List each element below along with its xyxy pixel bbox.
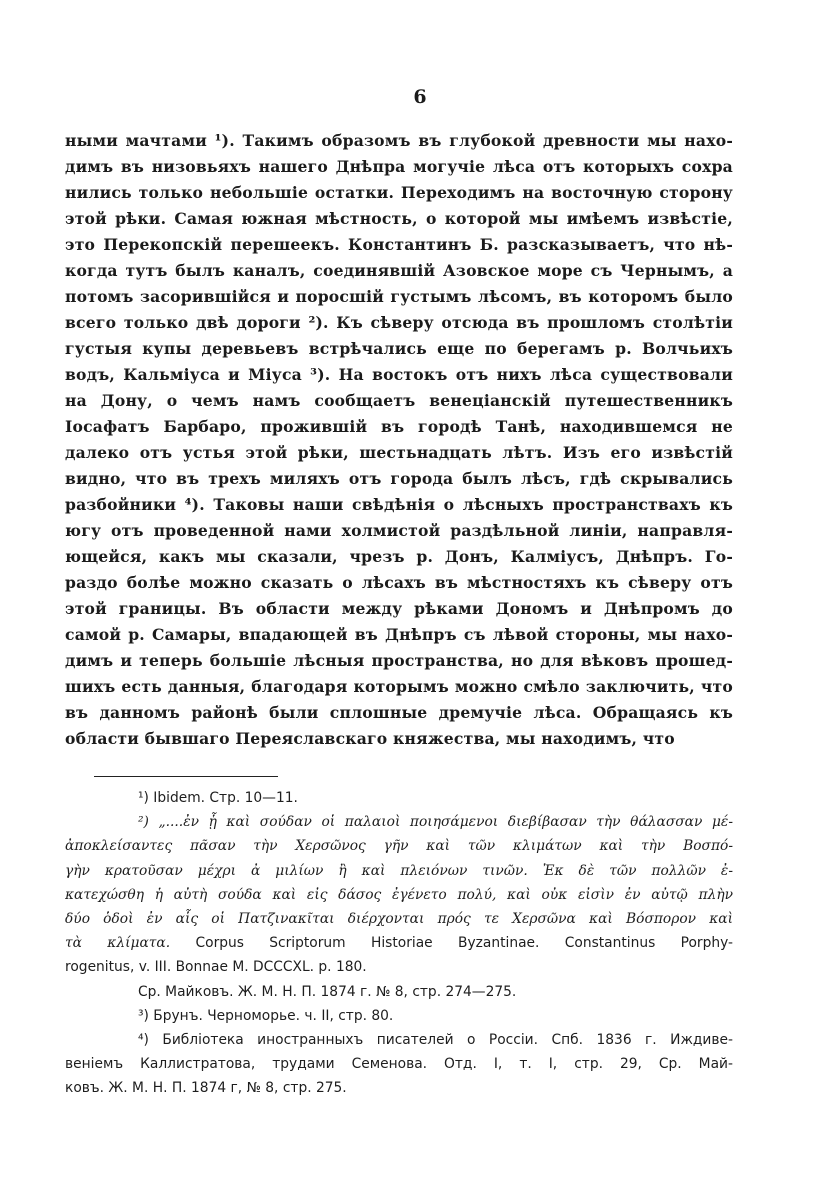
footnote-4-line: веніемъ Каллистратова, трудами Семенова. Отд. I, т. I, стр. 29, Ср. Май-	[65, 1056, 733, 1073]
footnote-3: ³) Брунъ. Черноморье. ч. II, стр. 80.	[138, 1007, 394, 1024]
footnote-2-greek-line: δύο ὁδοὶ ἐν αἷς οἱ Πατζινακῖται διέρχονται πρός τε Χερσῶνα καὶ Βόσπορον καὶ	[65, 911, 733, 928]
text-line: Іосафатъ Барбаро, прожившій въ городѣ Танѣ, находившемся не	[65, 417, 733, 436]
text-line: этой рѣки. Самая южная мѣстность, о которой мы имѣемъ извѣстіе,	[65, 209, 733, 228]
page-number: 6	[413, 86, 427, 108]
footnote-2-greek-line: κατεχώσθη ἡ αὐτὴ σούδα καὶ εἰς δάσος ἐγένετο πολύ, καὶ οὐκ εἰσὶν ἐν αὐτῷ πλὴν	[65, 886, 733, 903]
text-line: шихъ есть данныя, благодаря которымъ можно смѣло заключить, что	[65, 677, 733, 696]
text-line: югу отъ проведенной нами холмистой раздѣльной линіи, направля-	[65, 521, 733, 540]
footnote-2-greek-line: ²) „....ἐν ᾗ καὶ σούδαν οἱ παλαιοὶ ποιησάμενοι διεβίβασαν τὴν θάλασσαν μέ-	[138, 814, 733, 831]
footnote-2-edition: rogenitus, v. III. Bonnae M. DCCCXL. p. 180.	[65, 959, 367, 976]
text-line: далеко отъ устья этой рѣки, шестьнадцать лѣтъ. Изъ его извѣстій	[65, 443, 733, 462]
footnotes	[65, 786, 733, 1101]
footnote-4-line: ⁴) Библіотека иностранныхъ писателей о Россіи. Спб. 1836 г. Иждиве-	[138, 1032, 733, 1049]
footnote-2-source-line	[65, 931, 733, 955]
footnote-2-greek-tail: τὰ κλίματα.	[65, 935, 171, 952]
footnote-separator	[94, 776, 278, 777]
text-line: разбойники ⁴). Таковы наши свѣдѣнія о лѣсныхъ пространствахъ къ	[65, 495, 733, 514]
text-line: потомъ засорившійся и поросшій густымъ лѣсомъ, въ которомъ было	[65, 287, 733, 306]
text-line: этой границы. Въ области между рѣками Дономъ и Днѣпромъ до	[65, 599, 733, 618]
text-line: ными мачтами ¹). Такимъ образомъ въ глубокой древности мы нахо-	[65, 131, 733, 150]
text-line: димъ и теперь большіе лѣсныя пространства, но для вѣковъ прошед-	[65, 651, 733, 670]
footnote-1: ¹) Ibidem. Стр. 10—11.	[138, 790, 298, 806]
text-line: густыя купы деревьевъ встрѣчались еще по берегамъ р. Волчьихъ	[65, 339, 733, 358]
text-line: въ данномъ районѣ были сплошные дремучіе лѣса. Обращаясь къ	[65, 703, 733, 722]
text-line: ющейся, какъ мы сказали, чрезъ р. Донъ, Калміусъ, Днѣпръ. Го-	[65, 547, 733, 566]
text-line: на Дону, о чемъ намъ сообщаетъ венеціанскій путешественникъ	[65, 391, 733, 410]
text-line: самой р. Самары, впадающей въ Днѣпръ съ лѣвой стороны, мы нахо-	[65, 625, 733, 644]
footnote-4-line: ковъ. Ж. М. Н. П. 1874 г, № 8, стр. 275.	[65, 1080, 347, 1097]
text-line: области бывшаго Переяславскаго княжества, мы находимъ, что	[65, 729, 675, 748]
text-line: водъ, Кальміуса и Міуса ³). На востокъ отъ нихъ лѣса существовали	[65, 365, 733, 384]
text-line: всего только двѣ дороги ²). Къ сѣверу отсюда въ прошломъ столѣтіи	[65, 313, 733, 332]
text-line: это Перекопскій перешеекъ. Константинъ Б. разсказываетъ, что нѣ-	[65, 235, 733, 254]
footnote-2-source: Corpus Scriptorum Historiae Byzantinae. Constantinus Porphy-	[195, 935, 733, 952]
main-text	[65, 128, 733, 752]
footnote-2-reference: Ср. Майковъ. Ж. М. Н. П. 1874 г. № 8, стр. 274—275.	[138, 983, 517, 1000]
footnote-2-greek-line: ἀποκλείσαντες πᾶσαν τὴν Χερσῶνος γῆν καὶ τῶν κλιμάτων καὶ τὴν Βοσπό-	[65, 838, 733, 855]
text-line: димъ въ низовьяхъ нашего Днѣпра могучіе лѣса отъ которыхъ сохра	[65, 157, 733, 176]
text-line: когда тутъ былъ каналъ, соединявшій Азовское море съ Чернымъ, а	[65, 261, 733, 280]
text-line: раздо болѣе можно сказать о лѣсахъ въ мѣстностяхъ къ сѣверу отъ	[65, 573, 733, 592]
footnote-2-greek-line: γὴν κρατοῦσαν μέχρι ἀ μιλίων ἢ καὶ πλειόνων τινῶν. Ἐκ δὲ τῶν πολλῶν ἐ-	[65, 862, 733, 879]
text-line: нились только небольшіе остатки. Переходимъ на восточную сторону	[65, 183, 733, 202]
text-line: видно, что въ трехъ миляхъ отъ города былъ лѣсъ, гдѣ скрывались	[65, 469, 733, 488]
